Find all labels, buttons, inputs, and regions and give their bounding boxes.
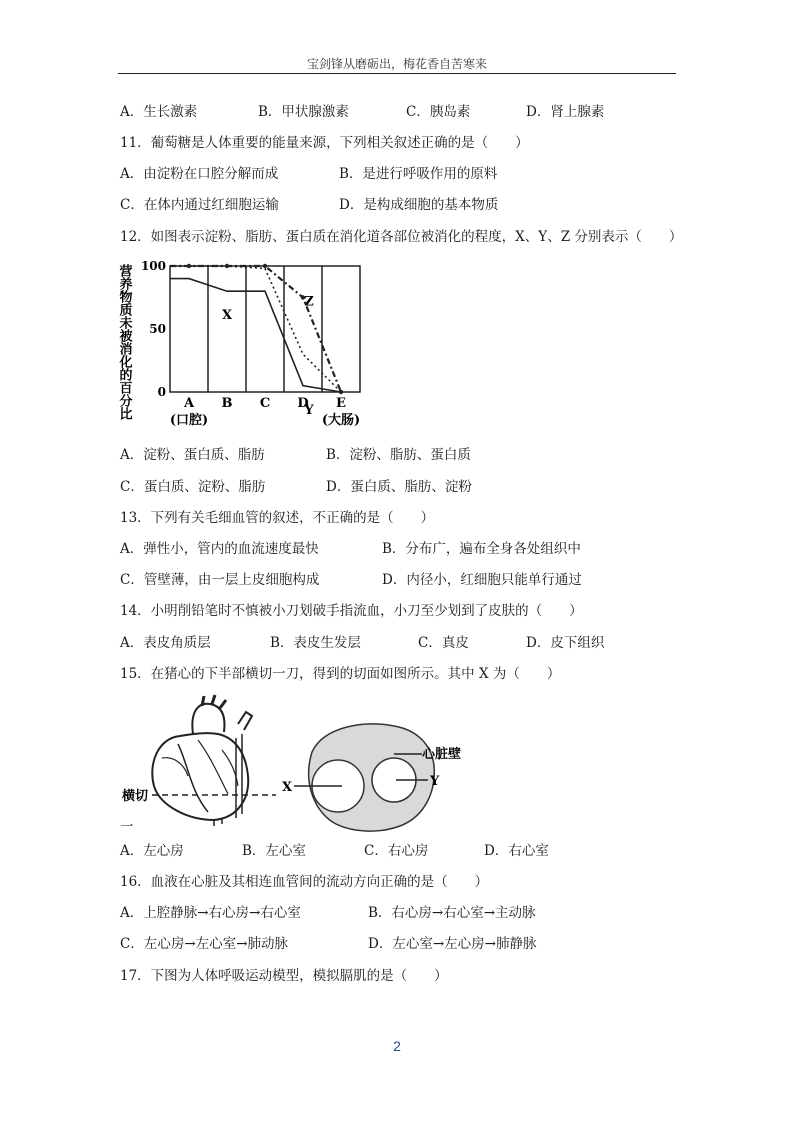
q12-options-row1 — [120, 446, 680, 464]
chart-ytick-label: 0 — [157, 385, 166, 399]
chart-frame — [170, 266, 360, 392]
q10-option-c[interactable]: C．胰岛素 — [406, 104, 471, 120]
chart-category-label: A — [183, 396, 195, 411]
page-number: 2 — [393, 1038, 401, 1054]
y-label: Y — [430, 774, 440, 789]
chart-point-z — [339, 390, 343, 394]
chart-series-line-z — [170, 266, 341, 392]
q13-options-row1 — [120, 540, 680, 558]
x-label: X — [282, 780, 293, 795]
heart-vessels — [192, 704, 224, 734]
q13-option-d[interactable]: D．内径小，红细胞只能单行通过 — [382, 572, 582, 588]
chart-category-note: (大肠) — [321, 413, 361, 428]
q11-options-row2 — [120, 196, 680, 214]
q13-options-row2 — [120, 571, 680, 589]
digestion-chart — [114, 252, 384, 434]
q12-option-a[interactable]: A．淀粉、蛋白质、脂肪 — [120, 447, 265, 463]
chart-category-note: (口腔) — [169, 413, 209, 428]
q16-stem: 16．血液在心脏及其相连血管间的流动方向正确的是（ ） — [120, 874, 489, 890]
q11-option-c[interactable]: C．在体内通过红细胞运输 — [120, 197, 279, 213]
q13-option-c[interactable]: C．管壁薄，由一层上皮细胞构成 — [120, 572, 320, 588]
q12-option-b[interactable]: B．淀粉、脂肪、蛋白质 — [326, 447, 471, 463]
chart-ytick-label: 100 — [140, 259, 166, 273]
q16-options-row1 — [120, 904, 680, 922]
q15-stem: 15．在猪心的下半部横切一刀，得到的切面如图所示。其中 X 为（ ） — [120, 666, 561, 682]
chart-point-z — [263, 264, 267, 268]
chart-point-z — [187, 264, 191, 268]
header-rule — [118, 73, 676, 74]
chart-ytick-label: 50 — [149, 322, 166, 336]
q13-option-b[interactable]: B．分布广，遍布全身各处组织中 — [382, 541, 581, 557]
q11-stem: 11．葡萄糖是人体重要的能量来源，下列相关叙述正确的是（ ） — [120, 135, 529, 151]
page-header-motto: 宝剑锋从磨砺出，梅花香自苦寒来 — [306, 57, 487, 71]
chart-category-label: D — [297, 396, 309, 411]
chart-category-label: B — [221, 396, 233, 411]
q12-options-row2 — [120, 478, 680, 496]
q15-option-a[interactable]: A．左心房 — [120, 843, 184, 859]
q16-option-a[interactable]: A．上腔静脉→右心房→右心室 — [120, 905, 301, 921]
q16-option-c[interactable]: C．左心房→左心室→肺动脉 — [120, 936, 288, 952]
chart-category-label: C — [259, 396, 271, 411]
q15-option-c[interactable]: C．右心房 — [364, 843, 429, 859]
q14-option-c[interactable]: C．真皮 — [418, 635, 469, 651]
q10-option-b[interactable]: B．甲状腺激素 — [258, 104, 349, 120]
chart-category-label: E — [336, 396, 346, 411]
chart-series-label-x: X — [221, 308, 233, 324]
cut-label: 横切 — [122, 789, 149, 804]
chart-point-z — [225, 264, 229, 268]
q17-stem: 17．下图为人体呼吸运动模型，模拟膈肌的是（ ） — [120, 968, 448, 984]
q14-option-a[interactable]: A．表皮角质层 — [120, 635, 211, 651]
q10-option-d[interactable]: D．肾上腺素 — [526, 104, 605, 120]
q10-option-a[interactable]: A．生长激素 — [120, 104, 198, 120]
q15-options — [120, 842, 680, 860]
q14-stem: 14．小明削铅笔时不慎被小刀划破手指流血，小刀至少划到了皮肤的（ ） — [120, 603, 583, 619]
chart-ylabel: 营养物质未被消化的百分比 — [116, 264, 132, 420]
q16-option-d[interactable]: D．左心室→左心房→肺静脉 — [368, 936, 537, 952]
heart-diagram — [118, 694, 278, 830]
q11-option-a[interactable]: A．由淀粉在口腔分解而成 — [120, 166, 279, 182]
chart-series-label-y: Y — [304, 403, 314, 419]
heart-body — [152, 733, 248, 820]
q11-option-b[interactable]: B．是进行呼吸作用的原料 — [339, 166, 498, 182]
q13-stem: 13．下列有关毛细血管的叙述，不正确的是（ ） — [120, 510, 435, 526]
q15-option-d[interactable]: D．右心室 — [484, 843, 549, 859]
chart-series-label-z: Z — [304, 294, 314, 310]
figure-dash: 一 — [120, 819, 134, 835]
q10-options — [120, 103, 680, 121]
q14-options — [120, 634, 680, 652]
q11-options-row1 — [120, 165, 680, 183]
q14-option-b[interactable]: B．表皮生发层 — [270, 635, 361, 651]
q13-option-a[interactable]: A．弹性小，管内的血流速度最快 — [120, 541, 319, 557]
q12-stem: 12．如图表示淀粉、脂肪、蛋白质在消化道各部位被消化的程度，X、Y、Z 分别表示（ ） — [120, 229, 683, 245]
q15-option-b[interactable]: B．左心室 — [242, 843, 306, 859]
q12-option-d[interactable]: D．蛋白质、脂肪、淀粉 — [326, 479, 472, 495]
q16-option-b[interactable]: B．右心房→右心室→主动脉 — [368, 905, 536, 921]
q11-option-d[interactable]: D．是构成细胞的基本物质 — [339, 197, 499, 213]
q12-option-c[interactable]: C．蛋白质、淀粉、脂肪 — [120, 479, 266, 495]
heart-cross-section — [282, 718, 482, 834]
q14-option-d[interactable]: D．皮下组织 — [526, 635, 605, 651]
wall-label: 心脏壁 — [422, 747, 462, 762]
q16-options-row2 — [120, 935, 680, 953]
chart-series-line-x — [170, 279, 341, 392]
